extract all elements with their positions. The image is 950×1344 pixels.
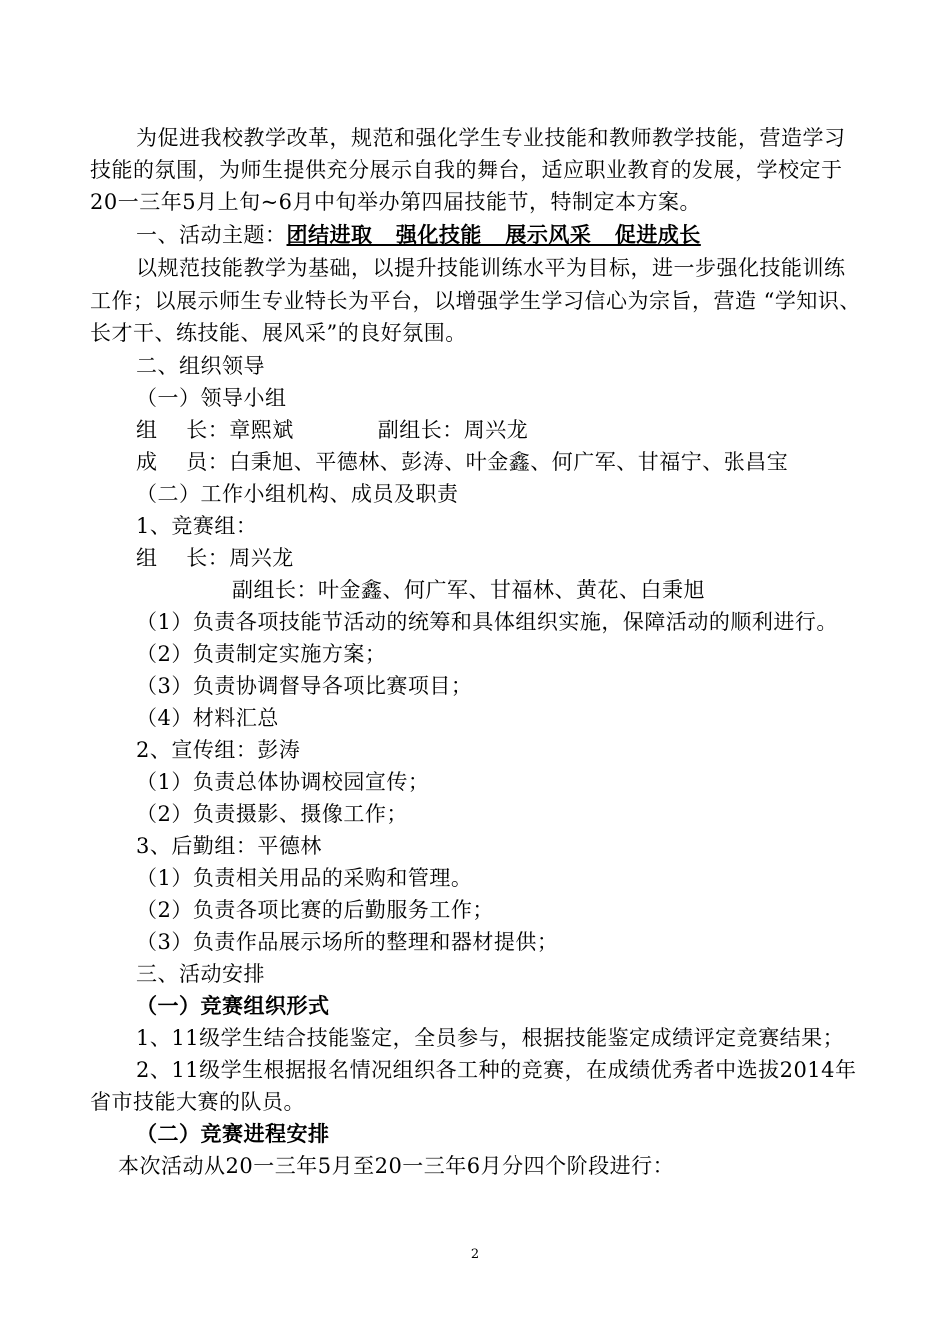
publicity-title: 2、宣传组：彭涛: [136, 738, 301, 762]
group-leader: 组 长：章熙斌: [136, 418, 294, 442]
sub2-heading: （二）竞赛进程安排: [136, 1121, 330, 1146]
group2-heading: （二）工作小组机构、成员及职责: [136, 482, 459, 506]
members-line: 成 员：白秉旭、平德林、彭涛、叶金鑫、何广军、甘福宁、张昌宝: [136, 450, 789, 474]
logistics-title: 3、后勤组：平德林: [136, 834, 322, 858]
schedule-line: 本次活动从20一三年5月至20一三年6月分四个阶段进行：: [118, 1154, 675, 1178]
competition-leader: 组 长：周兴龙: [136, 546, 294, 570]
deputy-leader: 副组长：周兴龙: [377, 418, 529, 442]
arrangement-item-2-line-1: 2、11级学生根据报名情况组织各工种的竞赛，在成绩优秀者中选拔2014年: [136, 1058, 857, 1082]
intro-line-2: 技能的氛围，为师生提供充分展示自我的舞台，适应职业教育的发展，学校定于: [90, 158, 843, 182]
sub1-heading: （一）竞赛组织形式: [136, 993, 330, 1018]
arrangement-item-1: 1、11级学生结合技能鉴定，全员参与，根据技能鉴定成绩评定竞赛结果；: [136, 1026, 845, 1050]
theme-para-line-3: 长才干、练技能、展风采”的良好氛围。: [90, 321, 467, 345]
section2-heading: 二、组织领导: [136, 354, 265, 378]
intro-line-1: 为促进我校教学改革，规范和强化学生专业技能和教师教学技能，营造学习: [136, 126, 846, 150]
theme-para-line-2: 工作；以展示师生专业特长为平台，以增强学生学习信心为宗旨，营造 “学知识、: [90, 289, 861, 313]
publicity-duty-2: （2）负责摄影、摄像工作；: [136, 802, 408, 826]
page-number: 2: [470, 1247, 480, 1262]
theme-line: [0, 220, 950, 250]
competition-title: 1、竞赛组：: [136, 514, 258, 538]
competition-deputy: 副组长：叶金鑫、何广军、甘福林、黄花、白秉旭: [232, 578, 705, 602]
section3-heading: 三、活动安排: [136, 962, 265, 986]
section1-heading: 一、活动主题：: [136, 223, 287, 247]
arrangement-item-2-line-2: 省市技能大赛的队员。: [90, 1090, 305, 1114]
logistics-duty-1: （1）负责相关用品的采购和管理。: [136, 866, 473, 890]
logistics-duty-2: （2）负责各项比赛的后勤服务工作；: [136, 898, 494, 922]
competition-duty-2: （2）负责制定实施方案；: [136, 642, 387, 666]
publicity-duty-1: （1）负责总体协调校园宣传；: [136, 770, 430, 794]
group1-heading: （一）领导小组: [136, 386, 287, 410]
leader-line: [0, 415, 950, 445]
competition-duty-1: （1）负责各项技能节活动的统筹和具体组织实施，保障活动的顺利进行。: [136, 610, 838, 634]
competition-duty-4: （4）材料汇总: [136, 706, 279, 730]
competition-duty-3: （3）负责协调督导各项比赛项目；: [136, 674, 473, 698]
intro-line-3: 20一三年5月上旬~6月中旬举办第四届技能节，特制定本方案。: [90, 190, 702, 214]
theme-para-line-1: 以规范技能教学为基础，以提升技能训练水平为目标，进一步强化技能训练: [136, 256, 846, 280]
activity-theme: 团结进取 强化技能 展示风采 促进成长: [286, 222, 701, 247]
logistics-duty-3: （3）负责作品展示场所的整理和器材提供；: [136, 930, 559, 954]
